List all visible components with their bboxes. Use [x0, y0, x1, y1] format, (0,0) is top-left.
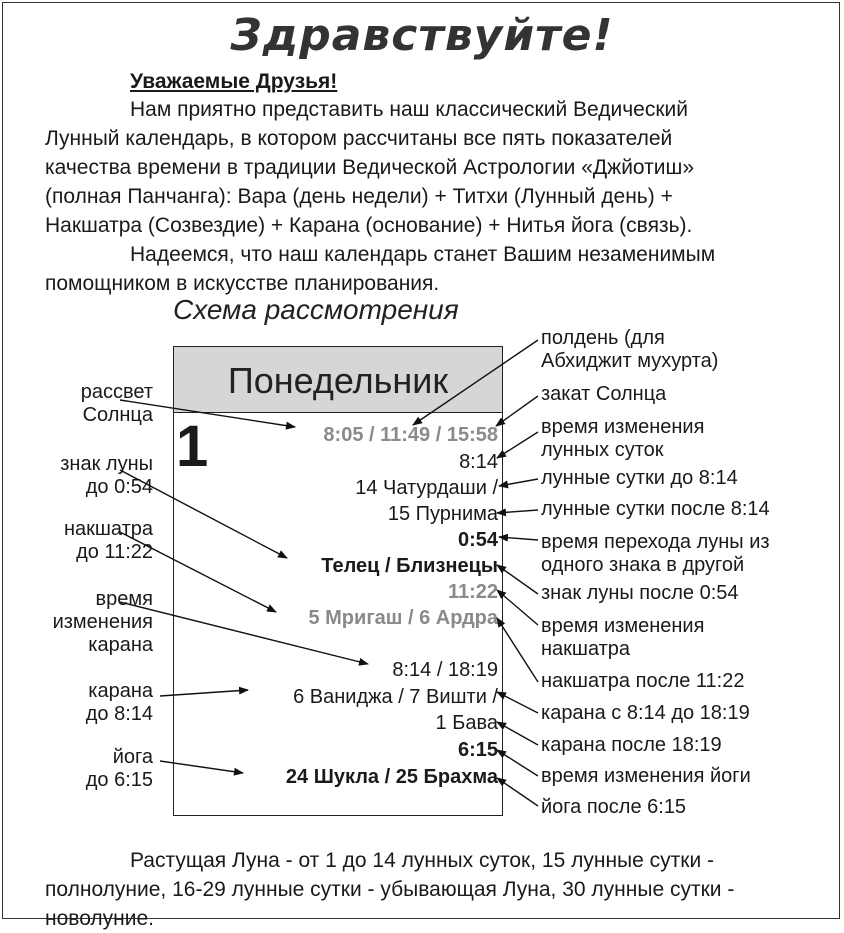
intro-line: Нам приятно представить наш классический Ведический — [130, 98, 688, 121]
label-line: рассвет — [80, 381, 153, 403]
label-line: время — [95, 588, 153, 610]
label-line: накшатра — [541, 638, 631, 660]
label-line: до 6:15 — [85, 769, 153, 791]
label-line: полдень (для — [541, 327, 665, 349]
footer-line: полнолуние, 16-29 лунные сутки - убывающая Луна, 30 лунные сутки - — [45, 878, 735, 901]
moon-signs: Телец / Близнецы — [321, 555, 498, 577]
label-line: время перехода луны из — [541, 531, 770, 553]
intro-line: помощником в искусстве планирования. — [45, 272, 440, 295]
karana-before: 6 Ваниджа / 7 Вишти / — [293, 686, 498, 708]
sun-times: 8:05 / 11:49 / 15:58 — [323, 424, 498, 446]
label-line: Солнца — [82, 404, 153, 426]
moon-sign-change-time: 0:54 — [457, 529, 498, 551]
label-moon-after: знак луны после 0:54 — [541, 582, 739, 604]
label-yoga-after: йога после 6:15 — [541, 796, 687, 818]
footer-line: Растущая Луна - от 1 до 14 лунных суток, 15 лунные сутки - — [130, 849, 715, 872]
label-line: время изменения — [541, 615, 705, 637]
arrow-moon-transition — [499, 537, 538, 540]
arrow-tithi-change — [497, 432, 538, 458]
label-line: время изменения — [541, 416, 705, 438]
label-karana-between: карана с 8:14 до 18:19 — [541, 702, 750, 724]
weekday-header: Понедельник — [173, 346, 503, 413]
arrow-tithi-until — [499, 479, 538, 486]
arrow-noon — [413, 340, 538, 425]
arrow-yoga — [160, 761, 243, 773]
page-title: Здравствуйте! — [230, 10, 614, 61]
arrow-sunset — [496, 396, 538, 426]
intro-line: Лунный календарь, в котором рассчитаны все пять показателей — [45, 127, 673, 150]
intro-line: (полная Панчанга): Вара (день недели) + Титхи (Лунный день) + — [45, 185, 673, 208]
label-yoga-change: время изменения йоги — [541, 765, 751, 787]
label-line: лунных суток — [541, 439, 664, 461]
day-number: 1 — [176, 414, 209, 479]
scheme-title: Схема рассмотрения — [173, 294, 459, 325]
intro-line: Накшатра (Созвездие) + Карана (основание) + Нитья йога (связь). — [45, 214, 693, 237]
arrow-yoga-change — [497, 750, 538, 776]
label-line: изменения — [52, 611, 153, 633]
arrow-karana-after — [497, 722, 538, 745]
arrow-karana-time — [120, 602, 368, 664]
footer-line: новолуние. — [45, 907, 155, 930]
arrow-karana — [160, 690, 248, 696]
label-line: Абхиджит мухурта) — [541, 350, 719, 372]
label-karana-after: карана после 18:19 — [541, 734, 722, 756]
yoga-change-time: 6:15 — [457, 739, 498, 761]
footer-paragraph — [45, 846, 797, 933]
karana-change-times: 8:14 / 18:19 — [392, 659, 498, 681]
tithi-before: 14 Чатурдаши / — [355, 477, 498, 499]
label-line: одного знака в другой — [541, 554, 745, 576]
intro-line: Надеемся, что наш календарь станет Вашим незаменимым — [130, 243, 716, 266]
label-line: до 8:14 — [85, 703, 153, 725]
arrow-nakshatra-change — [497, 590, 538, 625]
yogas: 24 Шукла / 25 Брахма — [285, 766, 498, 788]
arrow-tithi-after — [497, 510, 538, 513]
label-line: накшатра — [63, 518, 153, 540]
label-nakshatra-after: накшатра после 11:22 — [541, 670, 745, 692]
label-tithi-until: лунные сутки до 8:14 — [541, 467, 738, 489]
greeting-heading: Уважаемые Друзья! — [130, 70, 338, 93]
label-line: знак луны — [60, 453, 153, 475]
karana-after: 1 Бава — [435, 712, 498, 734]
arrow-nakshatra — [120, 532, 276, 612]
tithi-after: 15 Пурнима — [387, 503, 498, 525]
label-sunset: закат Солнца — [541, 383, 667, 405]
tithi-change-time: 8:14 — [459, 451, 498, 473]
arrow-karana-between — [497, 692, 538, 713]
arrow-moon-after — [497, 565, 538, 594]
label-line: до 0:54 — [85, 476, 153, 498]
intro-line: качества времени в традиции Ведической Астрологии «Джйотиш» — [45, 156, 695, 179]
arrow-nakshatra-after — [497, 618, 538, 682]
label-line: карана — [88, 680, 153, 702]
label-line: карана — [88, 634, 153, 656]
nakshatras: 5 Мригаш / 6 Ардра — [308, 607, 498, 629]
label-line: йога — [112, 746, 153, 768]
label-tithi-after: лунные сутки после 8:14 — [541, 498, 770, 520]
arrow-sunrise — [120, 400, 295, 427]
label-line: до 11:22 — [76, 541, 153, 563]
nakshatra-change-time: 11:22 — [447, 581, 498, 603]
arrow-yoga-after — [497, 778, 538, 806]
